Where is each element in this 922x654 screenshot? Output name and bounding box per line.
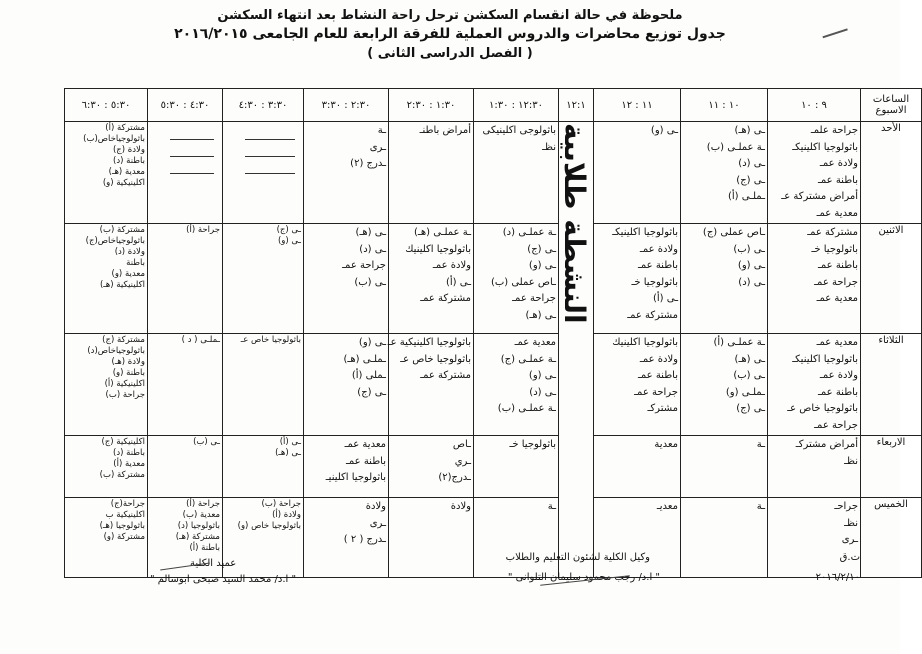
cell-line: معدية عمـ <box>514 337 556 348</box>
schedule-cell <box>148 334 223 436</box>
schedule-cell <box>768 498 861 578</box>
cell-line: باثولوجيا خـ <box>509 439 556 450</box>
day-row <box>65 334 922 436</box>
empty-slot-line <box>170 159 214 174</box>
footer-code: ت.ق <box>839 552 860 563</box>
empty-slot-line <box>170 142 214 157</box>
cell-line: باطنة عمـ <box>345 455 386 467</box>
cell-line: ـري <box>454 455 471 467</box>
schedule-cell <box>681 224 768 334</box>
cell-line: مشتركة (ج) <box>102 335 145 345</box>
cell-line: ـى (د) <box>738 158 765 169</box>
schedule-cell <box>65 498 148 578</box>
cell-line: ـملـى (هـ) <box>343 353 386 365</box>
cell-line: معدية (أ) <box>113 459 145 469</box>
schedule-cell <box>594 334 681 436</box>
cell-line: ـى (أ) <box>652 293 678 304</box>
cell-line: ـى (ج) <box>736 403 765 414</box>
schedule-cell <box>594 122 681 224</box>
cell-line: باثولوجيا اكلينيكية عـ <box>387 337 471 348</box>
cell-line: ـى (و) <box>358 337 386 348</box>
cell-line: باثولوجياخاص(د) <box>87 346 145 356</box>
cell-line: ـة عملـى (ب) <box>497 403 556 414</box>
cell-line: ـى (و) <box>737 260 765 271</box>
cell-line: ولادة <box>450 501 471 512</box>
schedule-cell <box>148 436 223 498</box>
cell-line: باثولوجيا اكلينيكـ <box>612 227 678 238</box>
cell-line: نظـ <box>844 517 858 529</box>
vice-dean-title: وكيل الكلية لشئون التعليم والطلاب <box>505 552 650 563</box>
empty-slot-line <box>245 142 295 157</box>
cell-line: ـى (ج) <box>736 174 765 186</box>
schedule-cell <box>389 436 474 498</box>
schedule-cell <box>474 334 559 436</box>
schedule-cell <box>681 498 768 578</box>
cell-line: جراحة عمـ <box>512 293 556 304</box>
cell-line: باثولوجياخاص(ج) <box>85 236 145 246</box>
cell-line: باطنة (د) <box>113 156 145 166</box>
schedule-cell <box>768 224 861 334</box>
cell-line: مشتركة عمـ <box>420 293 471 304</box>
cell-line: ـاص عملى (ج) <box>702 227 765 238</box>
cell-line: ـة <box>756 501 765 512</box>
cell-line: ـة عملـى (ب) <box>706 141 765 153</box>
cell-line: باطنة عمـ <box>637 370 678 381</box>
cell-line: ولادة (ج) <box>112 145 145 155</box>
time-slot-header: ٤:٣٠ : ٥:٣٠ <box>148 89 223 122</box>
cell-line: باطنة <box>126 258 145 268</box>
schedule-cell <box>148 122 223 224</box>
cell-line: ـة عملـى (أ) <box>713 337 765 348</box>
cell-line: ـى (و) <box>528 260 556 271</box>
cell-line: معدية عمـ <box>344 439 386 450</box>
header-title: جدول توزيع محاضرات والدروس العملية للفرقة الرابعة للعام الجامعى ٢٠١٦/٢٠١٥ <box>174 26 726 42</box>
cell-line: ـى (و) <box>528 370 556 381</box>
cell-line: باثولوجيا خـ <box>631 276 678 288</box>
schedule-cell <box>223 224 304 334</box>
schedule-cell <box>681 436 768 498</box>
cell-line: مشتركة (و) <box>103 532 145 542</box>
schedule-cell <box>304 436 389 498</box>
cell-line: نظـ <box>844 455 858 467</box>
cell-line: باثولوجيا خاص عـ <box>400 353 471 365</box>
schedule-cell <box>474 436 559 498</box>
schedule-cell <box>389 334 474 436</box>
time-header-row <box>65 89 922 122</box>
cell-line: ـرى <box>369 517 386 529</box>
time-slot-header: ١٢:١ <box>559 89 594 122</box>
schedule-cell <box>389 122 474 224</box>
schedule-cell <box>148 224 223 334</box>
day-row <box>65 224 922 334</box>
cell-line: اكلينيكية ب <box>105 510 145 520</box>
cell-line: جراحة (أ) <box>186 225 220 235</box>
cell-line: ـاص عملى (ب) <box>490 276 556 288</box>
cell-line: جراحة(ج) <box>110 499 145 509</box>
schedule-cell <box>304 498 389 578</box>
cell-line: ـاص <box>452 439 471 450</box>
cell-line: ـرى <box>369 141 386 153</box>
cell-line: ـى (و) <box>277 236 301 246</box>
cell-line: ـى (أ) <box>445 276 471 288</box>
cell-line: أمراض مشتركة عـ <box>781 191 858 202</box>
cell-line: ـملـى (و) <box>725 386 765 398</box>
cell-line: ولادة (هـ) <box>111 357 145 367</box>
cell-line: باثولوجيا اكلينيك <box>405 243 471 255</box>
day-row <box>65 436 922 498</box>
schedule-cell <box>594 498 681 578</box>
cell-line: ـملى (أ) <box>351 370 386 381</box>
cell-line: باثولوجيا خـ <box>811 243 858 255</box>
cell-line: ـرى <box>841 534 858 545</box>
time-slot-header: ١:٣٠ : ٢:٣٠ <box>389 89 474 122</box>
cell-line: باثولوجيا خاص عـ <box>787 403 858 414</box>
cell-line: باثولوجيا خاص عـ <box>240 335 301 345</box>
cell-line: أمراض مشتركـ <box>795 439 858 450</box>
cell-line: اكلينيكية (هـ) <box>99 280 145 290</box>
day-label: الثلاثاء <box>861 334 922 436</box>
cell-line: مشتركة عمـ <box>807 227 858 238</box>
cell-line: ـى (هـ) <box>355 227 386 238</box>
schedule-cell <box>474 224 559 334</box>
cell-line: ـملـى ( د ) <box>181 335 220 345</box>
schedule-cell <box>304 224 389 334</box>
cell-line: جراحة علمـ <box>810 125 858 136</box>
schedule-cell <box>223 334 304 436</box>
cell-line: ـدرج(٢) <box>438 472 471 483</box>
cell-line: ولادة عمـ <box>819 370 858 381</box>
empty-slot-line <box>245 159 295 174</box>
cell-line: ـى (ب) <box>733 370 765 381</box>
cell-line: باطنة عمـ <box>817 260 858 271</box>
header-note: ملحوظة في حالة انقسام السكشن ترحل راحة النشاط بعد انتهاء السكشن <box>217 8 683 23</box>
cell-line: باطنة عمـ <box>817 174 858 186</box>
cell-line: ولادة (أ) <box>272 510 301 520</box>
cell-line: جراحة (ب) <box>105 390 145 400</box>
cell-line: ولادة عمـ <box>639 243 678 255</box>
cell-line: باثولوجيا اكلينيكـ <box>792 141 858 153</box>
cell-line: اكلينيكية (أ) <box>104 379 145 389</box>
cell-line: ـى (هـ) <box>525 309 556 321</box>
cell-line: مشتركة عمـ <box>420 370 471 381</box>
cell-line: أمراض باطنـ <box>419 125 471 136</box>
schedule-cell <box>389 224 474 334</box>
cell-line: ـى (هـ) <box>275 448 301 458</box>
cell-line: جراحة (أ) <box>186 499 220 509</box>
cell-line: ـى (د) <box>529 386 556 398</box>
cell-line: جراحـ <box>834 501 858 512</box>
cell-line: باطنة عمـ <box>637 260 678 271</box>
cell-line: معدية <box>654 439 678 450</box>
cell-line: مشتركـ <box>647 403 678 414</box>
schedule-cell <box>223 122 304 224</box>
time-slot-header: ٣:٣٠ : ٤:٣٠ <box>223 89 304 122</box>
cell-line: ولادة <box>365 501 386 512</box>
day-label: الاثنين <box>861 224 922 334</box>
cell-line: ـة عملـى (د) <box>502 227 556 238</box>
cell-line: معدية عمـ <box>816 293 858 304</box>
cell-line: باثولوجيا اكلينيك <box>612 337 678 348</box>
vice-dean-name: " ا.د/ رجب محمود سليمان التلوانى " <box>507 572 660 583</box>
cell-line: مشتركة عمـ <box>627 309 678 321</box>
cell-line: باطنة عمـ <box>817 386 858 398</box>
day-label: الاربعاء <box>861 436 922 498</box>
cell-line: جراحة عمـ <box>342 260 386 271</box>
cell-line: باثولوجيا (هـ) <box>99 521 145 531</box>
cell-line: ـة عملـى (ج) <box>500 353 556 365</box>
cell-line: نظـ <box>542 141 556 153</box>
cell-line: ـى (هـ) <box>734 125 765 136</box>
cell-line: باثولوجيا اكلينيـ <box>325 472 386 483</box>
cell-line: باطنة (أ) <box>189 543 220 553</box>
schedule-cell <box>474 498 559 578</box>
cell-line: ـة <box>756 439 765 450</box>
cell-line: ـملـى (أ) <box>727 191 765 202</box>
time-slot-header: ٩ : ١٠ <box>768 89 861 122</box>
schedule-cell <box>304 122 389 224</box>
cell-line: ـى (ج) <box>357 386 386 398</box>
cell-line: مشتركة (ب) <box>99 225 145 235</box>
schedule-cell <box>768 436 861 498</box>
cell-line: جراحة عمـ <box>814 419 858 431</box>
cell-line: ولادة عمـ <box>819 158 858 169</box>
schedule-body <box>65 122 922 578</box>
time-slot-header: ١٢:٣٠ : ١:٣٠ <box>474 89 559 122</box>
cell-line: ـى (د) <box>738 276 765 288</box>
cell-line: ولادة عمـ <box>432 260 471 271</box>
schedule-table <box>64 88 922 578</box>
schedule-cell <box>768 122 861 224</box>
cell-line: ولادة عمـ <box>639 353 678 365</box>
cell-line: معدية (ب) <box>182 510 220 520</box>
time-slot-header: ١١ : ١٢ <box>594 89 681 122</box>
schedule-cell <box>304 334 389 436</box>
cell-line: جراحة (ب) <box>261 499 301 509</box>
cell-line: باثولوجياخاص(ب) <box>83 134 145 144</box>
cell-line: مشتركة (هـ) <box>175 532 220 542</box>
day-label: الأحد <box>861 122 922 224</box>
cell-line: ـى (ب) <box>193 437 220 447</box>
cell-line: ـدرج (٢) <box>350 158 386 169</box>
footer-date: ٢٠١٦/٢/١٠ <box>815 572 860 583</box>
schedule-cell <box>65 224 148 334</box>
day-label: الخميس <box>861 498 922 578</box>
cell-line: اكلينيكية (و) <box>102 178 145 188</box>
cell-line: معدية (هـ) <box>108 167 145 177</box>
schedule-cell <box>65 122 148 224</box>
cell-line: ـة <box>377 125 386 136</box>
cell-line: باطنة (و) <box>112 368 145 378</box>
cell-line: باثولوجيا (د) <box>177 521 220 531</box>
cell-line: جراحة عمـ <box>814 276 858 288</box>
cell-line: ـى (ج) <box>527 243 556 255</box>
header-semester: ( الفصل الدراسى الثانى ) <box>367 46 533 61</box>
cell-line: معدية عمـ <box>816 337 858 348</box>
dean-title: عميد الكلية <box>190 558 237 569</box>
schedule-cell <box>65 436 148 498</box>
cell-line: معدية عمـ <box>816 207 858 219</box>
cell-line: ـة عملـى (هـ) <box>414 227 471 238</box>
dean-name: " ا.د/ محمد السيد صبحى ابوسالم " <box>150 574 297 585</box>
empty-slot-line <box>170 125 214 140</box>
cell-line: معدية (و) <box>111 269 145 279</box>
schedule-cell <box>768 334 861 436</box>
cell-line: ـة <box>547 501 556 512</box>
cell-line: مشتركة (أ) <box>105 123 145 133</box>
cell-line: ـى (ب) <box>354 276 386 288</box>
schedule-cell <box>681 122 768 224</box>
cell-line: ـى (أ) <box>279 437 301 447</box>
cell-line: باثولوجى اكلينيكى <box>482 125 556 136</box>
cell-line: جراحة عمـ <box>634 386 678 398</box>
cell-line: معديـ <box>656 501 678 512</box>
cell-line: ـدرج ( ٢ ) <box>343 534 386 545</box>
cell-line: ـى (ب) <box>733 243 765 255</box>
schedule-cell <box>474 122 559 224</box>
schedule-cell <box>681 334 768 436</box>
schedule-cell <box>65 334 148 436</box>
cell-line: اكلينيكية (ج) <box>101 437 145 447</box>
cell-line: باثولوجيا خاص (و) <box>237 521 301 531</box>
time-slot-header: ٥:٣٠ : ٦:٣٠ <box>65 89 148 122</box>
corner-header: الساعات الاسبوع <box>861 89 922 122</box>
schedule-cell <box>594 436 681 498</box>
schedule-cell <box>223 436 304 498</box>
schedule-cell <box>389 498 474 578</box>
cell-line: مشتركة (ب) <box>99 470 145 480</box>
pen-mark-icon <box>822 28 851 49</box>
cell-line: ـى (هـ) <box>734 353 765 365</box>
time-slot-header: ٢:٣٠ : ٣:٣٠ <box>304 89 389 122</box>
schedule-cell <box>594 224 681 334</box>
time-slot-header: ١٠ : ١١ <box>681 89 768 122</box>
cell-line: ـى (ج) <box>276 225 301 235</box>
empty-slot-line <box>245 125 295 140</box>
cell-line: باطنة (د) <box>113 448 145 458</box>
student-activities-label: النشطة طلابية <box>558 123 591 324</box>
cell-line: ولادة (د) <box>114 247 145 257</box>
cell-line: ـى (و) <box>650 125 678 136</box>
day-row <box>65 122 922 224</box>
cell-line: باثولوجيا اكلينيكـ <box>792 353 858 365</box>
student-activities-band <box>559 122 594 578</box>
cell-line: ـى (د) <box>359 243 386 255</box>
